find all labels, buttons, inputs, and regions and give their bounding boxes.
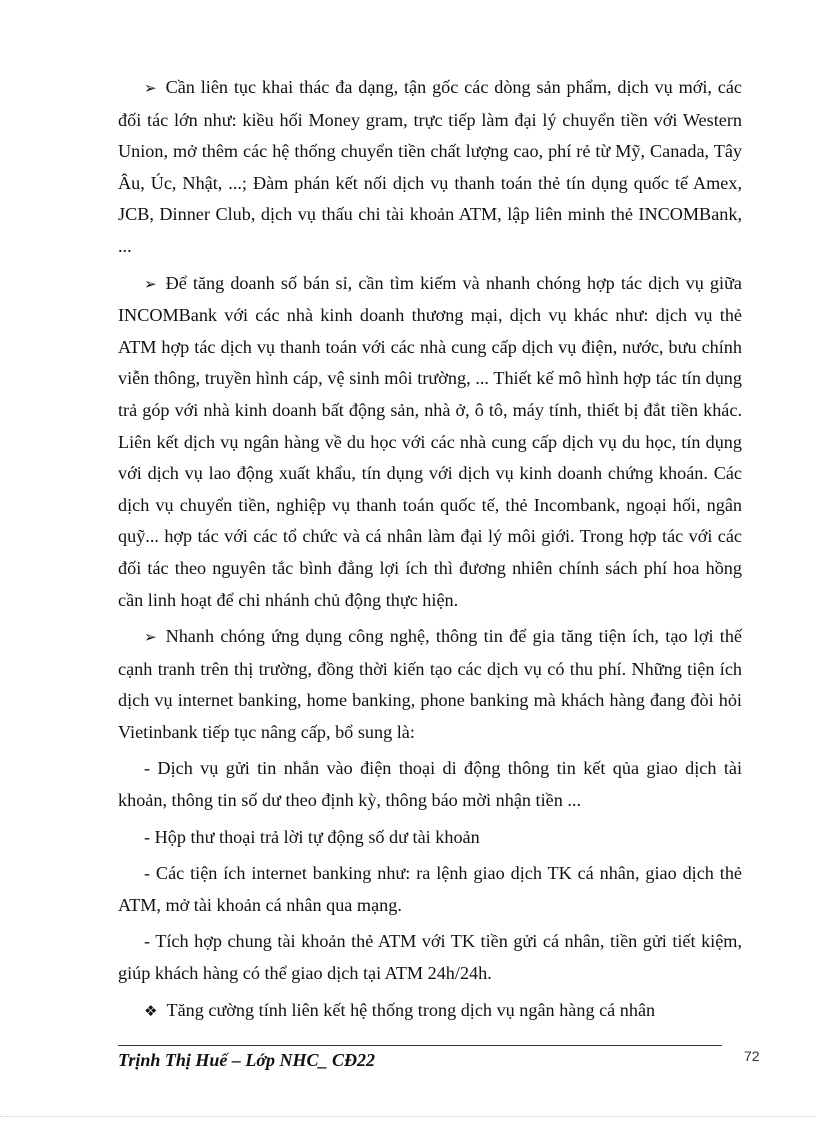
arrow-bullet-icon: ➢ — [144, 628, 157, 647]
body-text — [118, 72, 742, 1032]
footer-divider — [118, 1045, 722, 1046]
section-heading-text: Tăng cường tính liên kết hệ thống trong dịch vụ ngân hàng cá nhân — [166, 999, 656, 1020]
diamond-bullet-icon: ❖ — [144, 1001, 158, 1020]
bullet-paragraph-3 — [118, 621, 742, 748]
arrow-bullet-icon: ➢ — [144, 79, 157, 97]
dash-list-item-1: - Dịch vụ gửi tin nhắn vào điện thoại di động thông tin kết qủa giao dịch tài khoản, thông tin số dư theo định kỳ, thông báo mời nhận tiền ... — [118, 758, 742, 811]
dash-list-item-4: - Tích hợp chung tài khoản thẻ ATM với TK tiền gửi cá nhân, tiền gửi tiết kiệm, giúp khách hàng có thể giao dịch tại ATM 24h/24h. — [118, 931, 742, 984]
dash-list-item-3: - Các tiện ích internet banking như: ra lệnh giao dịch TK cá nhân, giao dịch thẻ ATM, mở tài khoản cá nhân qua mạng. — [118, 863, 742, 915]
dash-list-item-2: - Hộp thư thoại trả lời tự động số dư tài khoản — [144, 826, 480, 847]
paragraph-text: Cần liên tục khai thác đa dạng, tận gốc các dòng sản phẩm, dịch vụ mới, các đối tác lớn như: kiều hối Money gram, trực tiếp làm đại lý chuyển tiền với Western Union, mở thêm các hệ thống chuyển tiền chất lượng cao, phí rẻ từ Mỹ, Canada, Tây Âu, Úc, Nhật, ...; Đàm phán kết nối dịch vụ thanh toán thẻ tín dụng quốc tế Amex, JCB, Dinner Club, dịch vụ thấu chi tài khoản ATM, lập liên minh thẻ INCOMBank, ... — [118, 77, 742, 256]
paragraph-text: Nhanh chóng ứng dụng công nghệ, thông tin để gia tăng tiện ích, tạo lợi thế cạnh tranh trên thị trường, đồng thời kiến tạo các dịch vụ có thu phí. Những tiện ích dịch vụ internet banking, home banking, phone banking mà khách hàng đang đòi hỏi Vietinbank tiếp tục nâng cấp, bổ sung là: — [118, 626, 742, 742]
paragraph-text: Để tăng doanh số bán sỉ, cần tìm kiếm và nhanh chóng hợp tác dịch vụ giữa INCOMBank với các nhà kinh doanh thương mại, dịch vụ khác như: dịch vụ thẻ ATM hợp tác dịch vụ thanh toán với các nhà cung cấp dịch vụ điện, nước, bưu chính viễn thông, truyền hình cáp, vệ sinh môi trường, ... Thiết kế mô hình hợp tác tín dụng trả góp với nhà kinh doanh bất động sản, nhà ở, ô tô, máy tính, thiết bị đắt tiền khác. Liên kết dịch vụ ngân hàng về du học với các nhà cung cấp dịch vụ du học, tín dụng với dịch vụ lao động xuất khẩu, tín dụng với dịch vụ kinh doanh chứng khoán. Các dịch vụ chuyển tiền, nghiệp vụ thanh toán quốc tế, thẻ Incombank, ngoại hối, ngân quỹ... hợp tác với các tổ chức và cá nhân làm đại lý môi giới. Trong hợp tác với các đối tác theo nguyên tắc bình đẳng lợi ích thì đương nhiên chính sách phí hoa hồng cần linh hoạt để chi nhánh chủ động thực hiện. — [118, 272, 742, 610]
page-bottom-edge — [0, 1116, 816, 1117]
bullet-paragraph-2 — [118, 268, 742, 617]
page-number: 72 — [744, 1048, 760, 1064]
footer-author: Trịnh Thị Huế – Lớp NHC_ CĐ22 — [118, 1050, 376, 1070]
arrow-bullet-icon: ➢ — [144, 274, 157, 293]
section-heading-paragraph — [118, 995, 742, 1028]
bullet-paragraph-1 — [118, 72, 742, 263]
